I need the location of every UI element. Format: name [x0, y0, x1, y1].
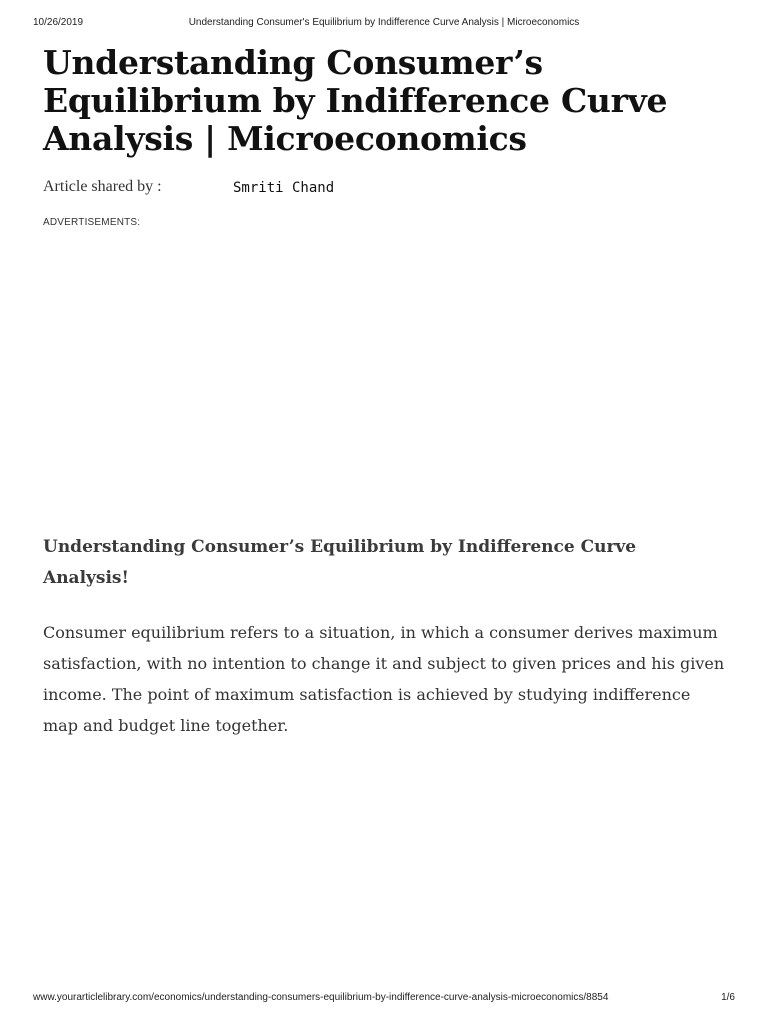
print-header	[33, 17, 735, 31]
section-heading: Understanding Consumer’s Equilibrium by Indifference Curve Analysis!	[43, 537, 637, 588]
page-url: www.yourarticlelibrary.com/economics/understanding-consumers-equilibrium-by-indifference-curve-analysis-microeconomics/8854	[33, 992, 609, 1003]
byline-label: Article shared by :	[43, 178, 162, 195]
article-title: Understanding Consumer’s Equilibrium by Indifference Curve Analysis | Microeconomics	[43, 43, 668, 158]
author-link[interactable]: Smriti Chand	[233, 180, 335, 196]
advertisement-space	[43, 235, 723, 515]
byline	[43, 178, 543, 198]
advertisements-label: ADVERTISEMENTS:	[43, 217, 141, 228]
page-number: 1/6	[721, 992, 735, 1003]
print-footer	[33, 992, 735, 1006]
print-document-title: Understanding Consumer's Equilibrium by Indifference Curve Analysis | Microeconomics	[188, 17, 580, 28]
print-date: 10/26/2019	[33, 17, 84, 28]
article-paragraph: Consumer equilibrium refers to a situation, in which a consumer derives maximum satisfaction, with no intention to change it and subject to given prices and his given income. The point of maximum satisfaction is achieved by studying indifference map and budget line together.	[43, 623, 725, 735]
